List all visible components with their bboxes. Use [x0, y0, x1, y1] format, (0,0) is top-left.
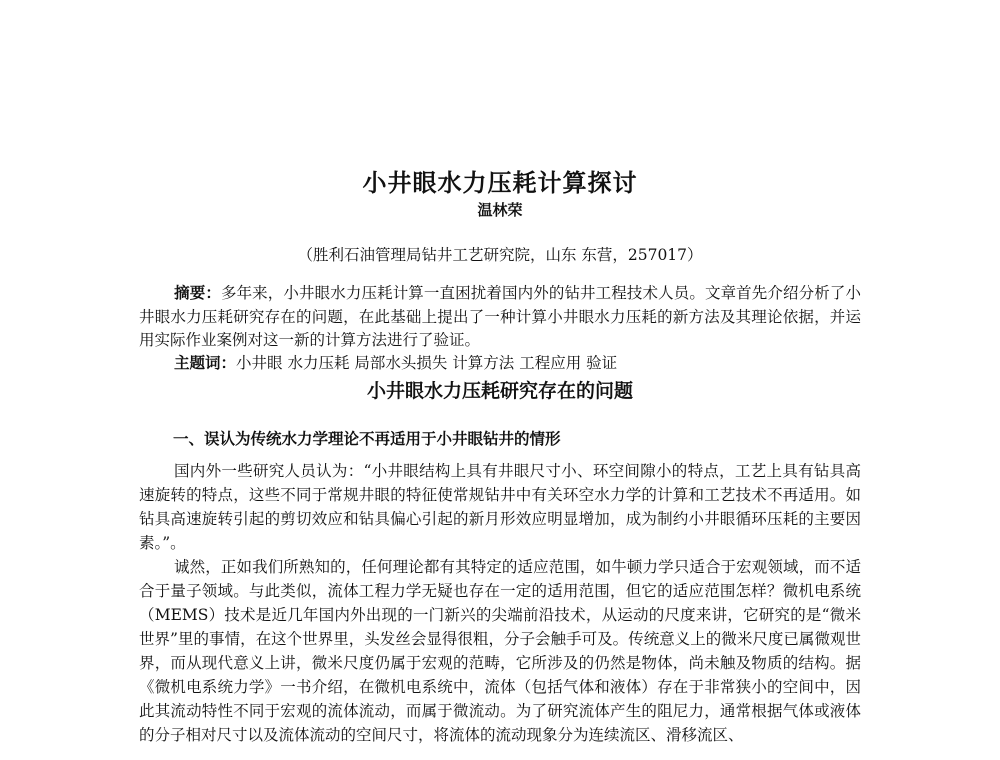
body-paragraph: 国内外一些研究人员认为：“小井眼结构上具有井眼尺寸小、环空间隙小的特点，工艺上具有钻具高速旋转的特点，这些不同于常规井眼的特征使常规钻井中有关环空水力学的计算和工艺技术不再适用。如钻具高速旋转引起的剪切效应和钻具偏心引起的新月形效应明显增加，成为制约小井眼循环压耗的主要因素。”。 — [139, 462, 861, 552]
paper-title: 小井眼水力压耗计算探讨 — [362, 169, 638, 197]
abstract-text: 多年来，小井眼水力压耗计算一直困扰着国内外的钻井工程技术人员。文章首先介绍分析了小井眼水力压耗研究存在的问题，在此基础上提出了一种计算小井眼水力压耗的新方法及其理论依据，并运用实际作业案例对这一新的计算方法进行了验证。 — [139, 284, 861, 349]
abstract-label: 摘要： — [174, 283, 221, 302]
keywords-text: 小井眼 水力压耗 局部水头损失 计算方法 工程应用 验证 — [236, 354, 618, 372]
subsection-heading: 一、误认为传统水力学理论不再适用于小井眼钻井的情形 — [173, 429, 561, 448]
keywords-label: 主题词： — [174, 353, 237, 372]
author-affiliation: （胜利石油管理局钻井工艺研究院，山东 东营，257017） — [297, 246, 703, 264]
keywords-block — [174, 351, 864, 375]
body-paragraph: 诚然，正如我们所熟知的，任何理论都有其特定的适应范围，如牛顿力学只适合于宏观领域，而不适合于量子领域。与此类似，流体工程力学无疑也存在一定的适用范围，但它的适应范围怎样？微机电系统（MEMS）技术是近几年国内外出现的一门新兴的尖端前沿技术，从运动的尺度来讲，它研究的是“微米世界”里的事情，在这个世界里，头发丝会显得很粗，分子会触手可及。传统意义上的微米尺度已属微观世界，而从现代意义上讲，微米尺度仍属于宏观的范畴，它所涉及的仍然是物体，尚未触及物质的结构。据《微机电系统力学》一书介绍，在微机电系统中，流体（包括气体和液体）存在于非常狭小的空间中，因此其流动特性不同于宏观的流体流动，而属于微流动。为了研究流体产生的阻尼力，通常根据气体或液体的分子相对尺寸以及流体流动的空间尺寸，将流体的流动现象分为连续流区、滑移流区、 — [139, 558, 861, 744]
abstract-block — [139, 281, 861, 353]
author-name: 温林荣 — [477, 201, 523, 219]
section-heading: 小井眼水力压耗研究存在的问题 — [366, 380, 633, 402]
